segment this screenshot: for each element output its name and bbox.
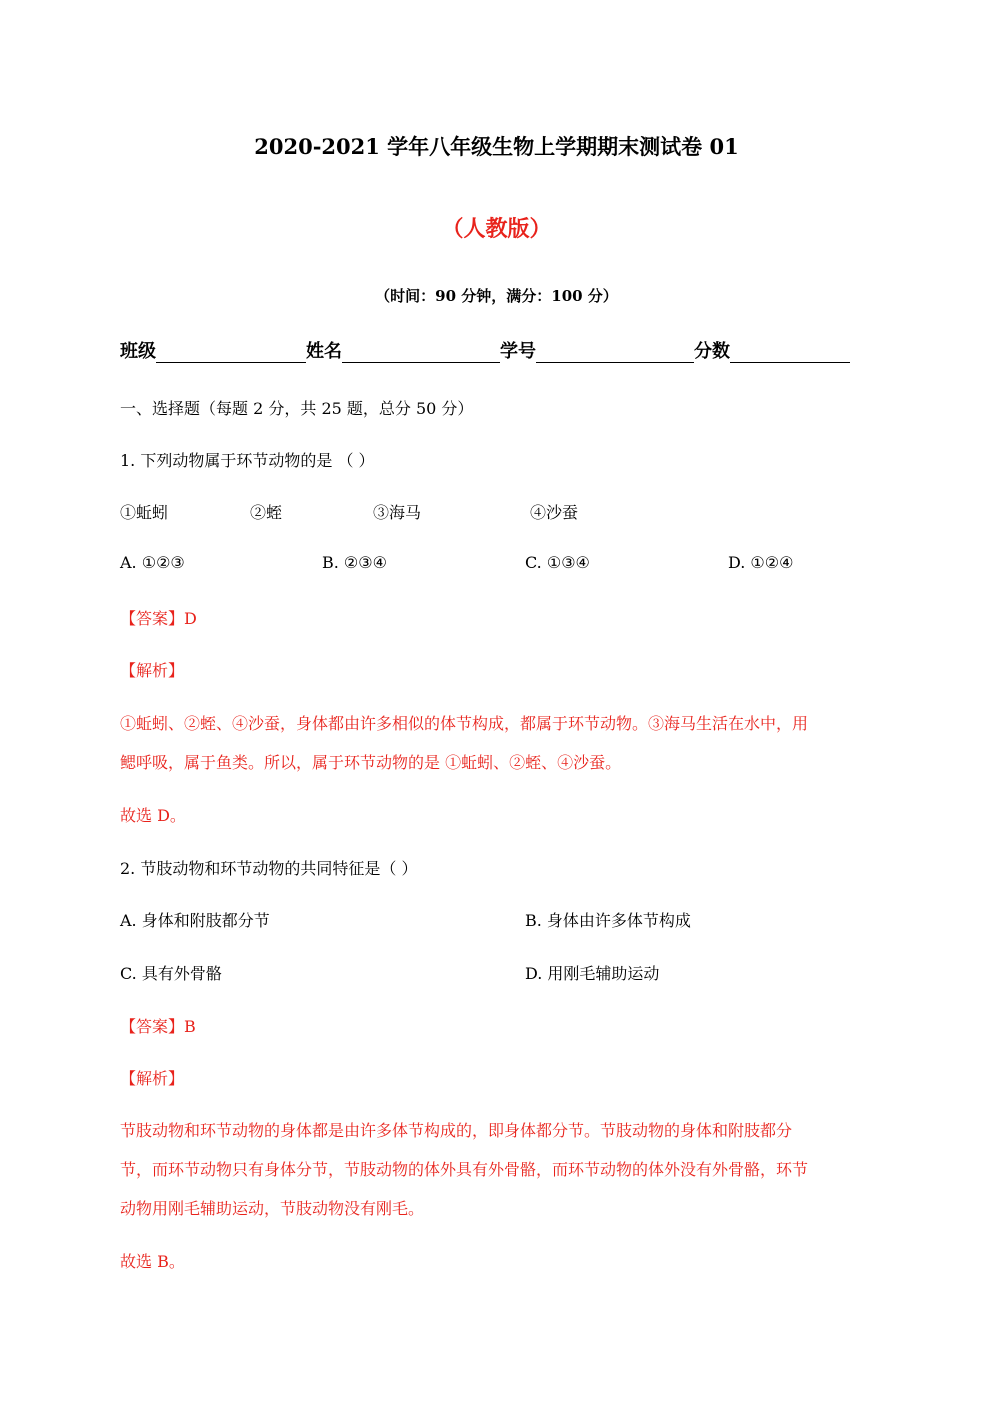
class-blank[interactable] [156, 342, 306, 363]
q2-analysis-line-2: 节，而环节动物只有身体分节，节肢动物的体外具有外骨骼，而环节动物的体外没有外骨骼，环节 [120, 1160, 809, 1179]
q2-analysis-label: 【解析】 [120, 1069, 185, 1088]
q1-item-3: ③海马 [373, 503, 422, 522]
q2-answer: 【答案】B [120, 1017, 196, 1036]
q2-option-a[interactable]: A. 身体和附肢都分节 [120, 911, 270, 930]
number-label: 学号 [500, 341, 536, 362]
q1-option-c[interactable]: C. ①③④ [525, 553, 590, 572]
q1-answer: 【答案】D [120, 609, 197, 628]
student-info-line [120, 337, 870, 363]
number-blank[interactable] [536, 342, 694, 363]
q1-analysis-line-1: ①蚯蚓、②蛭、④沙蚕，身体都由许多相似的体节构成，都属于环节动物。③海马生活在水中，用 [120, 714, 809, 733]
q1-option-d[interactable]: D. ①②④ [728, 553, 794, 572]
q1-item-2: ②蛭 [250, 503, 283, 522]
class-label: 班级 [120, 341, 156, 362]
page-title: 2020-2021 学年八年级生物上学期期末测试卷 01 [254, 134, 739, 159]
q2-conclusion: 故选 B。 [120, 1252, 185, 1271]
q1-option-a[interactable]: A. ①②③ [120, 553, 185, 572]
q1-item-1: ①蚯蚓 [120, 503, 169, 522]
edition-subtitle: （人教版） [441, 216, 552, 242]
q1-conclusion: 故选 D。 [120, 806, 186, 825]
q2-option-b[interactable]: B. 身体由许多体节构成 [525, 911, 691, 930]
q1-analysis-label: 【解析】 [120, 661, 185, 680]
q2-option-d[interactable]: D. 用刚毛辅助运动 [525, 964, 660, 983]
question-1-stem: 1. 下列动物属于环节动物的是 （ ） [120, 451, 375, 470]
q1-analysis-line-2: 鳃呼吸，属于鱼类。所以，属于环节动物的是 ①蚯蚓、②蛭、④沙蚕。 [120, 753, 622, 772]
name-blank[interactable] [342, 342, 500, 363]
time-info: （时间：90 分钟，满分：100 分） [375, 287, 618, 305]
section-heading: 一、选择题（每题 2 分，共 25 题，总分 50 分） [120, 399, 474, 418]
score-blank[interactable] [730, 342, 850, 363]
q1-item-4: ④沙蚕 [530, 503, 579, 522]
q2-analysis-line-1: 节肢动物和环节动物的身体都是由许多体节构成的，即身体都分节。节肢动物的身体和附肢都分 [120, 1121, 793, 1140]
name-label: 姓名 [306, 341, 342, 362]
question-2-stem: 2. 节肢动物和环节动物的共同特征是（ ） [120, 859, 418, 878]
q2-analysis-line-3: 动物用刚毛辅助运动，节肢动物没有刚毛。 [120, 1199, 425, 1218]
q2-option-c[interactable]: C. 具有外骨骼 [120, 964, 222, 983]
score-label: 分数 [694, 341, 730, 362]
q1-option-b[interactable]: B. ②③④ [322, 553, 387, 572]
